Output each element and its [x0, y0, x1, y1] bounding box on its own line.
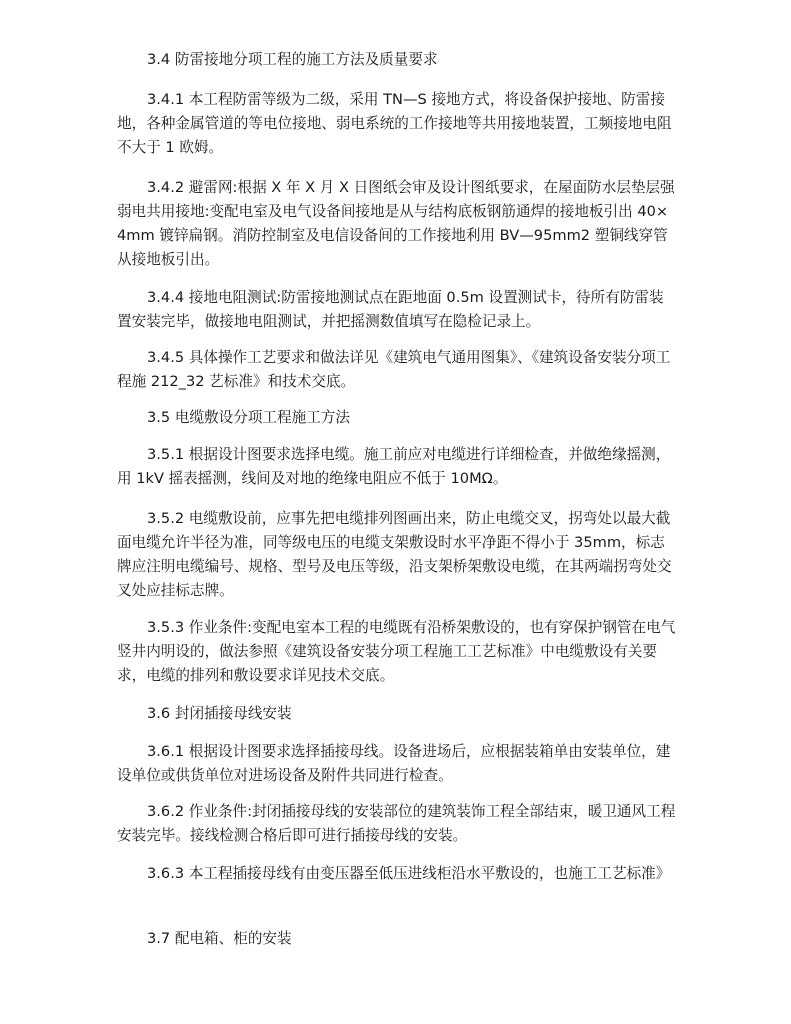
paragraph-3-4-4: 3.4.4 接地电阻测试:防雷接地测试点在距地面 0.5m 设置测试卡，待所有防雷装置安装完毕，做接地电阻测试，并把摇测数值填写在隐检记录上。 [117, 289, 664, 330]
section-heading-3-5: 3.5 电缆敷设分项工程施工方法 [147, 409, 350, 426]
paragraph-3-4-1: 3.4.1 本工程防雷等级为二级，采用 TN—S 接地方式，将设备保护接地、防雷接地，各种金属管道的等电位接地、弱电系统的工作接地等共用接地装置，工频接地电阻不大于 1 欧姆。 [117, 91, 672, 156]
section-heading-3-4: 3.4 防雷接地分项工程的施工方法及质量要求 [147, 51, 438, 68]
paragraph-3-5-3: 3.5.3 作业条件:变配电室本工程的电缆既有沿桥架敷设的，也有穿保护钢管在电气竖井内明设的，做法参照《建筑设备安装分项工程施工工艺标准》中电缆敷设有关要求，电缆的排列和敷设要求详见技术交底。 [117, 619, 676, 684]
paragraph-3-6-3: 3.6.3 本工程插接母线有由变压器至低压进线柜沿水平敷设的，也施工工艺标准》 [147, 865, 671, 882]
paragraph-3-5-1: 3.5.1 根据设计图要求选择电缆。施工前应对电缆进行详细检查，并做绝缘摇测，用 1kV 摇表摇测，线间及对地的绝缘电阻应不低于 10MΩ。 [117, 446, 671, 487]
section-heading-3-6: 3.6 封闭插接母线安装 [147, 705, 292, 722]
section-heading-3-7: 3.7 配电箱、柜的安装 [147, 930, 292, 947]
paragraph-3-4-5: 3.4.5 具体操作工艺要求和做法详见《建筑电气通用图集》、《建筑设备安装分项工程施 212_32 艺标准》和技术交底。 [117, 349, 671, 390]
paragraph-3-6-1: 3.6.1 根据设计图要求选择插接母线。设备进场后，应根据装箱单由安装单位，建设单位或供货单位对进场设备及附件共同进行检查。 [117, 743, 671, 784]
paragraph-3-4-2: 3.4.2 避雷网:根据 X 年 X 月 X 日图纸会审及设计图纸要求，在屋面防水层垫层强弱电共用接地:变配电室及电气设备间接地是从与结构底板钢筋通焊的接地板引出 40×4mm 镀锌扁钢。消防控制室及电信设备间的工作接地利用 BV—95mm2 塑铜线穿管从接地板引出。 [117, 179, 675, 268]
paragraph-3-6-2: 3.6.2 作业条件:封闭插接母线的安装部位的建筑装饰工程全部结束，暖卫通风工程安装完毕。接线检测合格后即可进行插接母线的安装。 [117, 803, 676, 844]
paragraph-3-5-2: 3.5.2 电缆敷设前，应事先把电缆排列图画出来，防止电缆交叉，拐弯处以最大截面电缆允许半径为准，同等级电压的电缆支架敷设时水平净距不得小于 35mm，标志牌应注明电缆编号、规格、型号及电压等级，沿支架桥架敷设电缆，在其两端拐弯处交叉处应挂标志牌。 [117, 510, 672, 599]
